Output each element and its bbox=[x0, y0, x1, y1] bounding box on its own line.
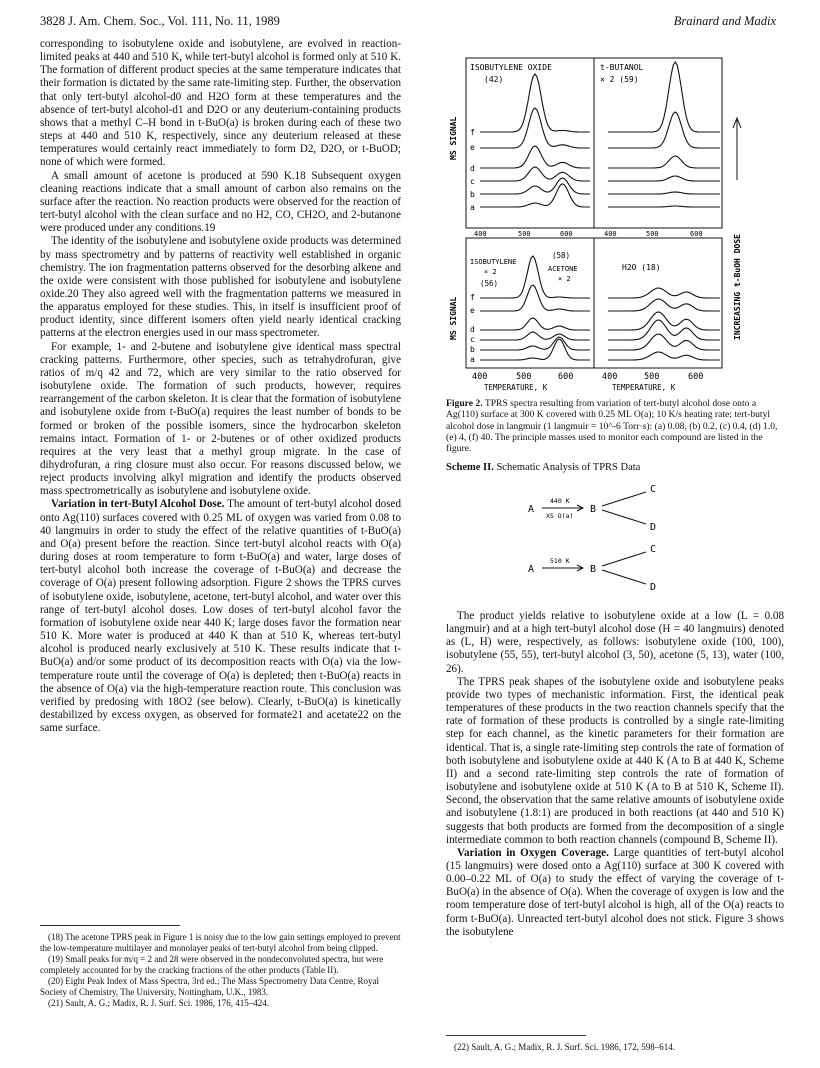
scheme-ii bbox=[446, 478, 784, 608]
trace-t-butanol bbox=[608, 156, 720, 168]
footnote: (19) Small peaks for m/q = 2 and 28 were observed in the nondeconvoluted spectra, but were completely accounted for by the cracking fractions of the other products (Table II). bbox=[40, 954, 384, 975]
paragraph: The TPRS peak shapes of the isobutylene oxide and isobutylene peaks provide two types of mechanistic information. First, the identical peak temperatures of these products in the two reaction channels specify that the rate of formation of these products is controlled by a single rate-limiting step for each channel, as the kinetic parameters for their formation are identical. That is, a single rate-limiting step controls the rate of formation of both isobutylene and isobutylene oxide at 440 K (A to B at 440 K, Scheme II) and a second rate-limiting step controls the rate of formation of isobutylene and isobutylene oxide at 510 K (A to B at 510 K, Scheme II). Second, the observation that the same relative amounts of isobutylene oxide and isobutylene (1.8:1) are produced in both reactions (at 440 and 510 K) suggests that both products are formed from the decomposition of a single intermediate common to both reaction channels (compound B, Scheme II). bbox=[446, 675, 784, 846]
panel-frame-br bbox=[594, 238, 722, 368]
scheme-arrow-sublabel: XS O(a) bbox=[546, 512, 574, 520]
tick-label: 500 bbox=[646, 230, 659, 238]
curve-letter: b bbox=[470, 190, 475, 199]
scheme-b: B bbox=[590, 504, 597, 515]
tick-label: 500 bbox=[518, 230, 531, 238]
tick-label: 400 bbox=[474, 230, 487, 238]
curve-letter: d bbox=[470, 325, 475, 334]
curve-letter: e bbox=[470, 143, 475, 152]
trace-water bbox=[608, 312, 720, 330]
panel-title-br: H2O (18) bbox=[622, 263, 661, 272]
caption-label: Figure 2. bbox=[446, 398, 483, 409]
curve-letter: f bbox=[470, 128, 475, 137]
curve-letter: a bbox=[470, 355, 475, 364]
figure-2 bbox=[440, 40, 780, 400]
scheme-label: Scheme II. bbox=[446, 462, 494, 473]
section-dose bbox=[40, 498, 401, 735]
scheme-d: D bbox=[650, 522, 657, 533]
section-oxygen bbox=[446, 847, 784, 939]
right-dose-label: INCREASING t-BuOH DOSE bbox=[733, 234, 742, 340]
section-text: The amount of tert-butyl alcohol dosed onto Ag(110) surfaces covered with 0.25 ML of oxygen was varied from 0.08 to 40 langmuirs in order to study the effect of the relative quantities of t-BuO(a) and O(a) present before the reaction. Since tert-butyl alcohol reacts with O(a) during doses at room temperature to form t-BuO(a) and water, large doses of tert-butyl alcohol both increase the coverage of t-BuO(a) and decrease the coverage of O(a) present following adsorption. Figure 2 shows the TPRS curves of isobutylene oxide, isobutylene, acetone, tert-butyl alcohol, and water over this range of tert-butyl alcohol doses. Low doses of tert-butyl alcohol favor the formation of isobutylene oxide near 440 K; large doses favor the formation near 510 K. More water is produced at 440 K than at 510 K, whereas tert-butyl alcohol is produced nearly exclusively at 510 K. These results indicate that t-BuO(a) and/or some product of its decomposition reacts with O(a) via the low-temperature route until the coverage of O(a) is depleted; then t-BuO(a) reacts in the absence of O(a) via the high-temperature reaction route. This conclusion was verified by predosing with 18O2 (see below). Clearly, t-BuO(a) is kinetically destabilized by excess oxygen, as observed for formate21 and acetate22 on the same surface. bbox=[40, 498, 401, 735]
trace-isobutylene bbox=[480, 318, 590, 330]
footnotes-right bbox=[446, 1035, 784, 1053]
scheme-arrow-label: 440 K bbox=[550, 497, 570, 505]
tick-label: 600 bbox=[690, 230, 703, 238]
panel-title-bl: ISOBUTYLENE bbox=[470, 258, 517, 266]
trace-t-butanol bbox=[608, 206, 720, 207]
trace-water bbox=[608, 299, 720, 311]
trace-water bbox=[608, 334, 720, 350]
curve-letter: b bbox=[470, 345, 475, 354]
curve-letter: e bbox=[470, 306, 475, 315]
paragraph: A small amount of acetone is produced at 590 K.18 Subsequent oxygen cleaning reactions indicate that a small amount of carbon also remains on the surface after the reaction. No reaction products were observed for the reaction of tert-butyl alcohol with the clean surface and no H2, CO, CH2O, and 2-butanone were produced under any conditions.19 bbox=[40, 169, 401, 235]
left-column bbox=[40, 38, 401, 735]
footnotes-left bbox=[40, 925, 401, 1009]
scheme-c: C bbox=[650, 544, 657, 555]
section-text: Large quantities of tert-butyl alcohol (15 langmuirs) were dosed onto a Ag(110) surface at 300 K covered with 0.00–0.22 ML of O(a) to study the effect of varying the coverage of t-BuO(a) in the absence of O(a). When the coverage of oxygen is low and the room temperature dose of tert-butyl alcohol is high, all of the O(a) reacts to form t-BuO(a). Unreacted tert-butyl alcohol does not stick. Figure 3 shows the isobutylene bbox=[446, 846, 784, 938]
trace-isobutylene bbox=[480, 337, 590, 350]
panel-mid-bl: (58) bbox=[552, 251, 571, 260]
panel-sub-tr: × 2 (59) bbox=[600, 75, 639, 84]
trace-water bbox=[608, 352, 720, 360]
tick-label: 600 bbox=[558, 372, 574, 382]
scheme-d: D bbox=[650, 582, 657, 593]
tick-label: 400 bbox=[604, 230, 617, 238]
caption-text: TPRS spectra resulting from variation of tert-butyl alcohol dose onto a Ag(110) surface at 300 K covered with 0.25 ML O(a); 10 K/s heating rate; tert-butyl alcohol dose in langmuir (1 langmuir = 10^-6 Torr·s): (a) 0.08, (b) 0.2, (c) 0.4, (d) 1.0, (e) 4, (f) 40. The principle masses used to monitor each compound are listed in the figure. bbox=[446, 398, 778, 455]
section-heading: Variation in tert-Butyl Alcohol Dose. bbox=[51, 498, 225, 511]
trace-isobutylene bbox=[480, 332, 590, 340]
scheme-title bbox=[446, 462, 640, 473]
footnote-rule bbox=[40, 925, 180, 926]
curve-letter: d bbox=[470, 164, 475, 173]
trace-water bbox=[608, 288, 720, 298]
curve-letter: c bbox=[470, 177, 475, 186]
arrow-b-to-c bbox=[602, 552, 646, 566]
tick-label: 400 bbox=[602, 372, 618, 382]
x-axis-label: TEMPERATURE, K bbox=[612, 383, 676, 392]
x-axis-label: TEMPERATURE, K bbox=[484, 383, 548, 392]
trace-isobutylene-oxide bbox=[480, 178, 590, 194]
trace-t-butanol bbox=[608, 176, 720, 181]
trace-t-butanol bbox=[608, 62, 720, 132]
section-heading: Variation in Oxygen Coverage. bbox=[457, 846, 609, 859]
trace-isobutylene-oxide bbox=[480, 167, 590, 181]
trace-isobutylene-oxide bbox=[480, 146, 590, 168]
right-column bbox=[446, 610, 784, 939]
panel-title-tl: ISOBUTYLENE OXIDE bbox=[470, 63, 552, 72]
footnote: (18) The acetone TPRS peak in Figure 1 is noisy due to the low gain settings employed to prevent the low-temperature multilayer and monolayer peaks of tert-butyl alcohol from being clipped. bbox=[40, 932, 401, 953]
footnote: (21) Sault, A. G.; Madix, R. J. Surf. Sci. 1986, 176, 415–424. bbox=[48, 998, 270, 1008]
scheme-arrow-label: 510 K bbox=[550, 557, 570, 565]
paragraph: The product yields relative to isobutylene oxide at a low (L = 0.08 langmuir) and at a high tert-butyl alcohol dose (H = 40 langmuirs) denoted as (L, H) were, respectively, as follows: isobutylene oxide (100, 100), isobutylene (55, 55), tert-butyl alcohol (3, 50), acetone (5, 13), water (100, 26). bbox=[446, 610, 784, 675]
arrow-b-to-d bbox=[602, 570, 646, 584]
footnote: (20) Eight Peak Index of Mass Spectra, 3rd ed.; The Mass Spectrometry Data Centre, Royal Society of Chemistry, The University, Nottingham, U.K., 1983. bbox=[40, 976, 380, 997]
trace-isobutylene-oxide bbox=[480, 108, 590, 148]
paragraph: corresponding to isobutylene oxide and isobutylene, are evolved in reaction-limited peaks at 440 and 510 K, while tert-butyl alcohol is formed only at 510 K. The formation of different product species at the same temperature indicates that their formation is dictated by the same rate-limiting step. Further, the observation that only tert-butyl alcohol-d0 and H2O form at these temperatures and the absence of tert-butyl alcohol-d1 and D2O or any deuterium-containing products shows that a methyl C–H bond in t-BuO(a) is broken during each of these two steps at 440 and 510 K, respectively, since any deuterium released at these temperatures would certainly react immediately to form D2, D2O, or t-BuOD; none of which were formed. bbox=[40, 38, 401, 169]
curve-letter: c bbox=[470, 335, 475, 344]
paragraph: The identity of the isobutylene and isobutylene oxide products was determined by mass spectrometry and by patterns of reactivity well established in organic chemistry. The ion fragmentation patterns observed for the desorbing alkene and the oxide were consistent with those published for isobutylene and isobutylene oxide.20 They also agreed well with the fragmentation patterns we measured in the apparatus employed for these studies. This, in itself is insufficient proof of product identity, since different isomers often yield nearly identical cracking patterns at the electron energies used in our mass spectrometer. bbox=[40, 235, 401, 340]
tick-label: 500 bbox=[516, 372, 532, 382]
paragraph: For example, 1- and 2-butene and isobutylene give identical mass spectral cracking patterns. Furthermore, other species, such as tetrahydrofuran, give ratios of m/q 42 and 72, which are very similar to the ratio observed for isobutylene oxide. The formation of such products, however, requires rearrangement of the carbon skeleton. It is clear that the formation of isobutylene and isobutylene oxide from t-BuO(a) requires the least number of bonds to be formed or broken of the possible isomers, since the hydrocarbon skeleton remains intact. Formation of 1- or 2-butenes or of other oxidized products requires at the very least that a methyl group migrate. In the case of dihydrofuran, a ring closure must also occur. For reasons discussed below, we reject products involving alkyl migration and identify the products observed mass spectrometrically as isobutylene and isobutylene oxide. bbox=[40, 340, 401, 498]
panel-title-tr: t-BUTANOL bbox=[600, 63, 644, 72]
panel-mid2-bl: ACETONE bbox=[548, 265, 578, 273]
panel-sub-tl: (42) bbox=[484, 75, 504, 84]
trace-t-butanol bbox=[608, 192, 720, 194]
scheme-a: A bbox=[528, 564, 535, 575]
scheme-b: B bbox=[590, 564, 597, 575]
scheme-a: A bbox=[528, 504, 535, 515]
arrow-b-to-c bbox=[602, 492, 646, 506]
curve-letter: a bbox=[470, 203, 475, 212]
footnote: (22) Sault, A. G.; Madix, R. J. Surf. Sci. 1986, 172, 598–614. bbox=[454, 1042, 676, 1052]
tick-label: 600 bbox=[688, 372, 704, 382]
figure-caption bbox=[446, 398, 784, 454]
y-axis-label-top: MS SIGNAL bbox=[449, 116, 458, 160]
panel-sub1-bl: × 2 bbox=[484, 268, 497, 276]
running-header-left: 3828 J. Am. Chem. Soc., Vol. 111, No. 11, 1989 bbox=[40, 14, 280, 28]
panel-sub2-bl: (56) bbox=[480, 279, 499, 288]
curve-letter: f bbox=[470, 293, 475, 302]
running-header-right: Brainard and Madix bbox=[673, 14, 776, 28]
scheme-caption: Schematic Analysis of TPRS Data bbox=[496, 462, 641, 473]
panel-mid3-bl: × 2 bbox=[558, 275, 571, 283]
trace-isobutylene-oxide bbox=[480, 184, 590, 207]
scheme-c: C bbox=[650, 484, 657, 495]
tick-label: 400 bbox=[472, 372, 488, 382]
tick-label: 600 bbox=[560, 230, 573, 238]
arrow-b-to-d bbox=[602, 510, 646, 524]
tick-label: 500 bbox=[644, 372, 660, 382]
y-axis-label-bottom: MS SIGNAL bbox=[449, 296, 458, 340]
footnote-rule bbox=[446, 1035, 586, 1036]
